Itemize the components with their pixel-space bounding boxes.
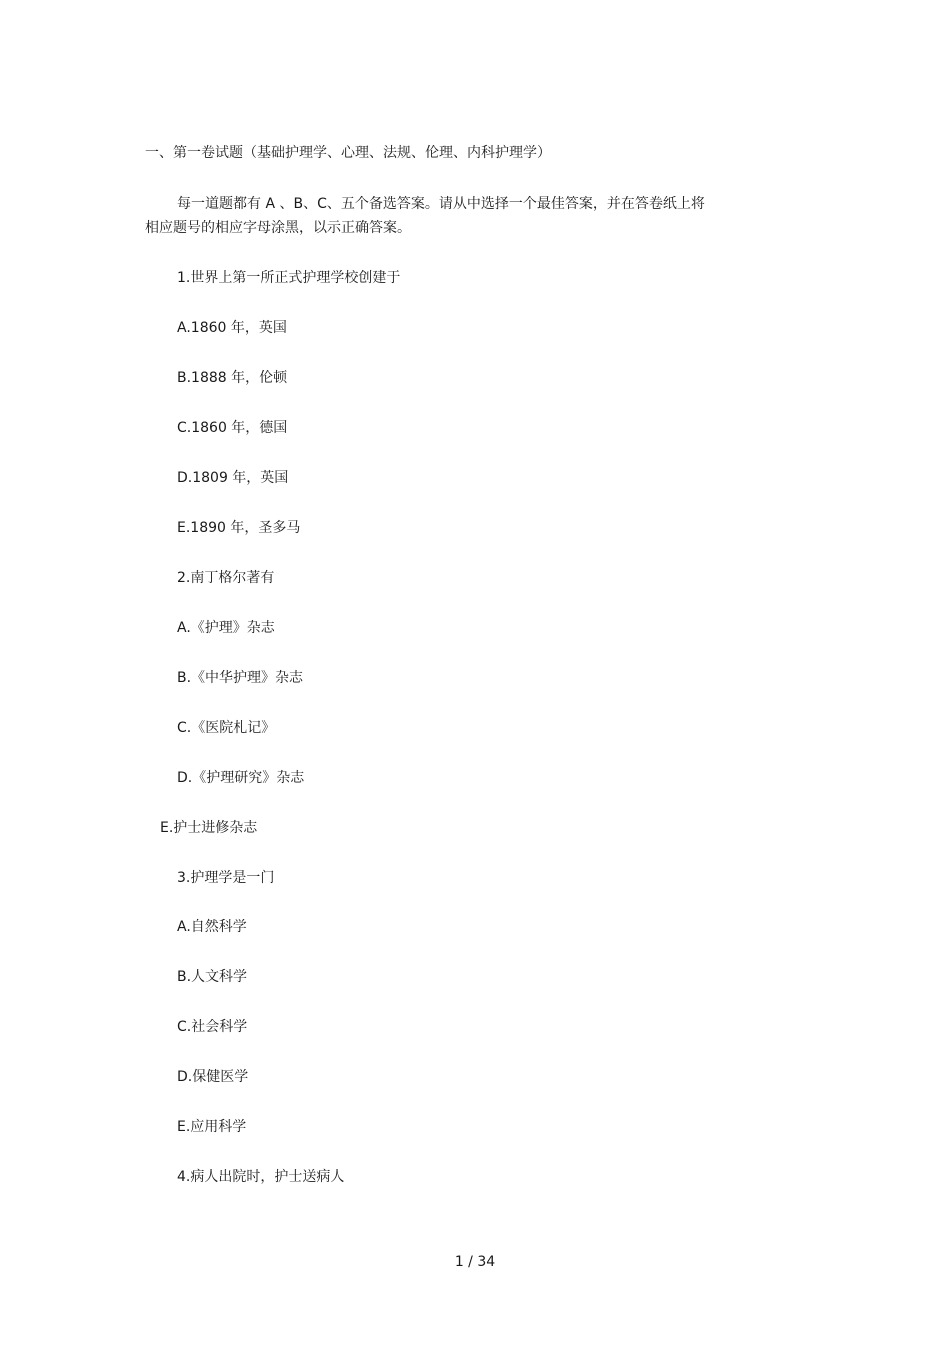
instructions-line-2: 相应题号的相应字母涂黑，以示正确答案。 [145,220,411,236]
page-number: 1 / 34 [454,1254,496,1270]
section-title: 一、第一卷试题（基础护理学、心理、法规、伦理、内科护理学） [145,145,551,161]
instructions-line-1: 每一道题都有 A 、B、C、五个备选答案。请从中选择一个最佳答案，并在答卷纸上将 [177,196,705,212]
question-3-option-d: D.保健医学 [177,1069,249,1085]
question-2-option-a: A.《护理》杂志 [177,620,275,636]
question-2-option-e: E.护士进修杂志 [160,820,258,836]
question-2-option-c: C.《医院札记》 [177,720,276,736]
question-2-option-d: D.《护理研究》杂志 [177,770,305,786]
question-1-stem: 1.世界上第一所正式护理学校创建于 [177,270,401,286]
question-4-stem: 4.病人出院时，护士送病人 [177,1169,345,1185]
question-1-option-e: E.1890 年，圣多马 [177,520,301,536]
question-3-option-c: C.社会科学 [177,1019,248,1035]
question-2-stem: 2.南丁格尔著有 [177,570,275,586]
question-3-option-b: B.人文科学 [177,969,248,985]
question-3-option-a: A.自然科学 [177,919,247,935]
question-1-option-c: C.1860 年，德国 [177,420,288,436]
question-2-option-b: B.《中华护理》杂志 [177,670,304,686]
question-3-option-e: E.应用科学 [177,1119,247,1135]
question-1-option-d: D.1809 年，英国 [177,470,289,486]
question-1-option-a: A.1860 年，英国 [177,320,287,336]
question-1-option-b: B.1888 年，伦顿 [177,370,288,386]
question-3-stem: 3.护理学是一门 [177,870,275,886]
